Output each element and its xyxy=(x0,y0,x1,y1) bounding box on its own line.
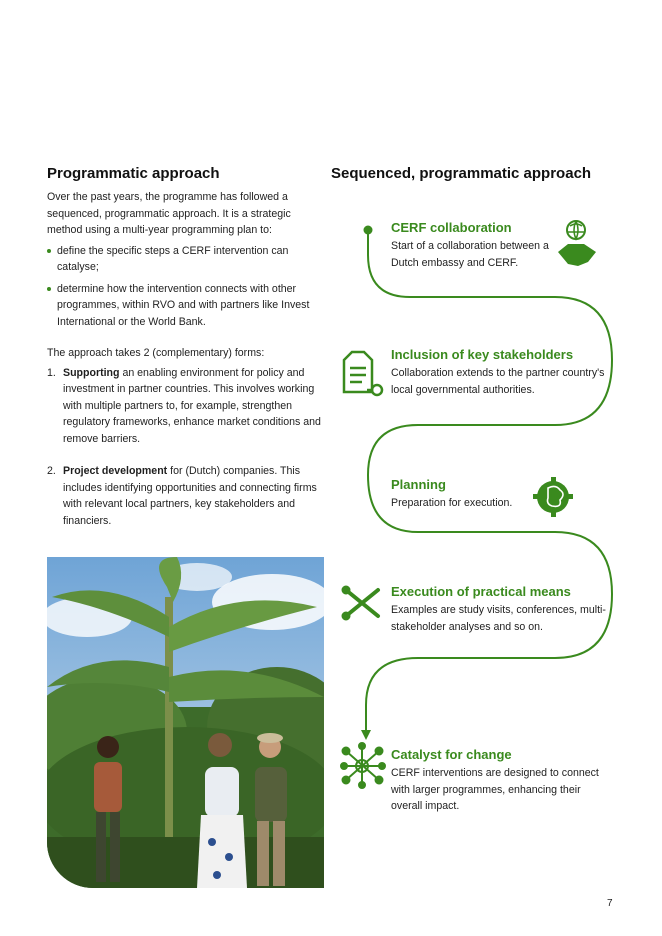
flow-step xyxy=(391,746,606,815)
form-number: 2. xyxy=(47,465,56,477)
flow-arrowhead xyxy=(361,730,371,740)
bullet-item: determine how the intervention connects with other programmes, within RVO and with partners like Invest International or the World Bank. xyxy=(47,281,322,331)
step-description: Preparation for execution. xyxy=(391,497,513,509)
form-text: for (Dutch) companies. This includes identifying opportunities and connecting firms with relevant local partners, key stakeholders and financiers. xyxy=(63,465,317,527)
step-description: CERF interventions are designed to connect with larger programmes, enhancing their overall impact. xyxy=(391,767,599,812)
step-title: Planning xyxy=(391,477,446,492)
bullet-item: define the specific steps a CERF intervention can catalyse; xyxy=(47,243,322,276)
page-number: 7 xyxy=(607,898,613,909)
form-text: an enabling environment for policy and investment in partner countries. This involves working with multiple partners to, for example, strengthen regulatory frameworks, enhance market conditions and remove barriers. xyxy=(63,366,321,445)
tools-icon xyxy=(342,586,378,620)
flow-start-dot xyxy=(364,226,373,235)
step-description: Start of a collaboration between a Dutch embassy and CERF. xyxy=(391,240,549,269)
right-heading: Sequenced, programmatic approach xyxy=(331,165,592,182)
network-icon xyxy=(341,743,385,788)
document-key-icon xyxy=(344,352,382,395)
intro-paragraph: Over the past years, the programme has followed a sequenced, programmatic approach. It is a strategic method using a multi-year programming plan to: xyxy=(47,191,291,236)
form-bold-term: Project development xyxy=(63,465,168,477)
flow-step xyxy=(391,476,606,512)
form-number: 1. xyxy=(47,366,56,379)
forms-intro: The approach takes 2 (complementary) forms: xyxy=(47,347,265,359)
step-title: CERF collaboration xyxy=(391,220,512,235)
step-title: Catalyst for change xyxy=(391,747,512,762)
flow-step xyxy=(391,346,606,398)
form-bold-term: Supporting xyxy=(63,366,120,379)
step-description: Collaboration extends to the partner country's local governmental authorities. xyxy=(391,367,605,396)
step-title: Execution of practical means xyxy=(391,584,571,599)
left-heading: Programmatic approach xyxy=(47,165,220,182)
flow-step xyxy=(391,219,566,271)
flow-step xyxy=(391,583,606,635)
step-title: Inclusion of key stakeholders xyxy=(391,347,574,362)
step-description: Examples are study visits, conferences, multi-stakeholder analyses and so on. xyxy=(391,604,606,633)
